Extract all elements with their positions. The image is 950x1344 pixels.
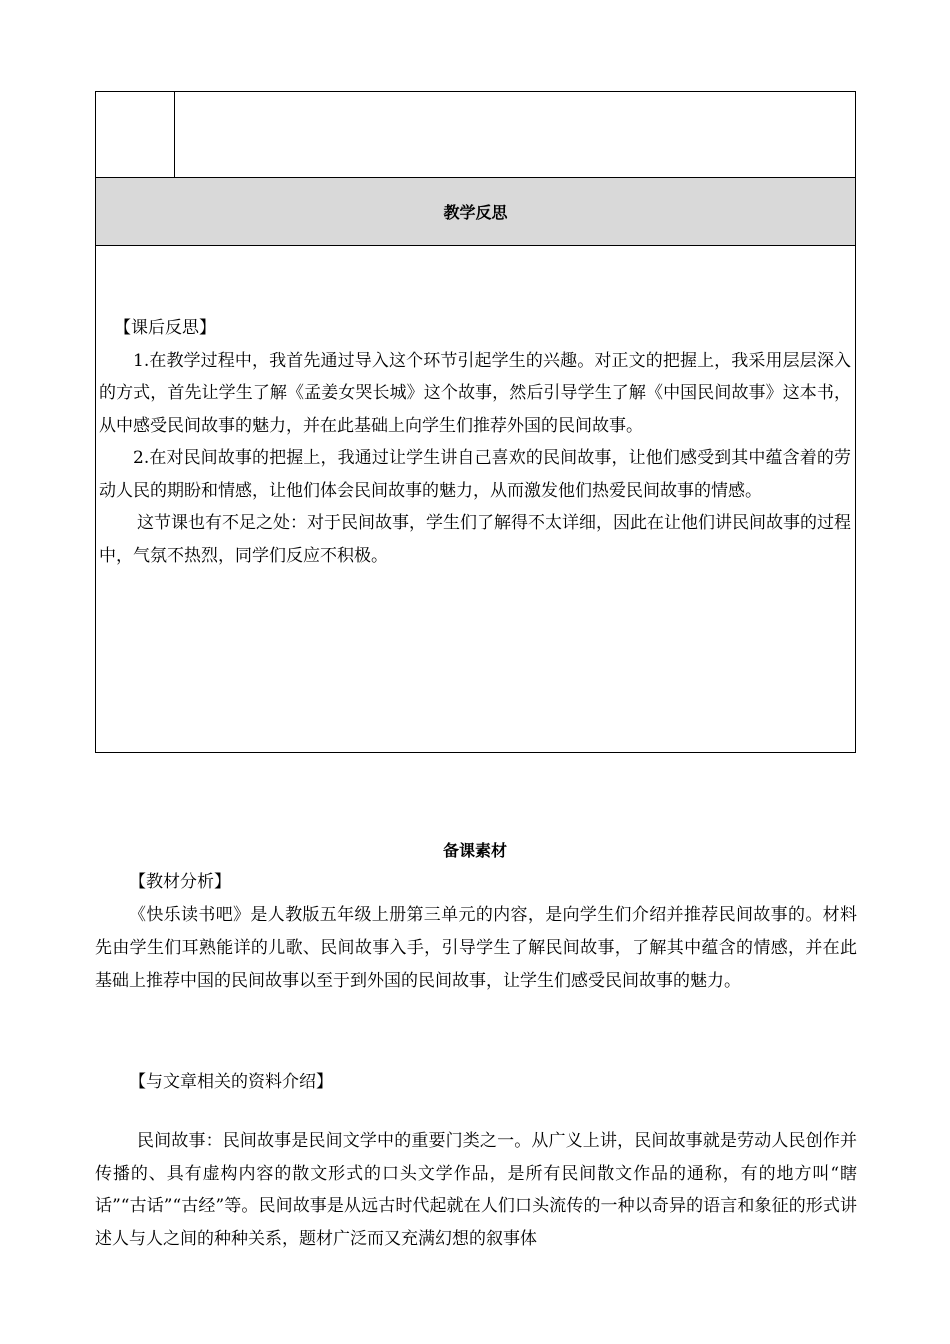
reflection-header: 教学反思: [443, 203, 508, 222]
resources-section: [95, 1125, 857, 1255]
resources-paragraph: 民间故事：民间故事是民间文学中的重要门类之一。从广义上讲，民间故事就是劳动人民创作并传播的、具有虚构内容的散文形式的口头文学作品，是所有民间散文作品的通称，有的地方叫“瞎话”“古话”“古经”等。民间故事是从远古时代起就在人们口头流传的一种以奇异的语言和象征的形式讲述人与人之间的种种关系，题材广泛而又充满幻想的叙事体: [95, 1131, 857, 1249]
resources-label-section: [95, 1066, 857, 1099]
reflection-text: [99, 312, 851, 572]
analysis-paragraph: 《快乐读书吧》是人教版五年级上册第三单元的内容，是向学生们介绍并推荐民间故事的。材料先由学生们耳熟能详的儿歌、民间故事入手，引导学生了解民间故事，了解其中蕴含的情感，并在此基础上推荐中国的民间故事以至于到外国的民间故事，让学生们感受民间故事的魅力。: [95, 905, 857, 991]
analysis-section: [95, 866, 857, 998]
analysis-label: 【教材分析】: [129, 872, 231, 892]
reflection-paragraph: 这节课也有不足之处：对于民间故事，学生们了解得不太详细，因此在让他们讲民间故事的过程中，气氛不热烈，同学们反应不积极。: [99, 513, 851, 566]
materials-title: 备课素材: [442, 841, 507, 860]
resources-label: 【与文章相关的资料介绍】: [129, 1072, 333, 1092]
table-row-empty: [96, 92, 855, 178]
table-cell-label: [96, 92, 175, 177]
reflection-label: 【课后反思】: [114, 318, 216, 338]
reflection-content-row: [96, 246, 855, 752]
reflection-paragraph: 1.在教学过程中，我首先通过导入这个环节引起学生的兴趣。对正文的把握上，我采用层层深入的方式，首先让学生了解《孟姜女哭长城》这个故事，然后引导学生了解《中国民间故事》这本书，从中感受民间故事的魅力，并在此基础上向学生们推荐外国的民间故事。: [99, 350, 851, 436]
reflection-paragraph: 2.在对民间故事的把握上，我通过让学生讲自己喜欢的民间故事，让他们感受到其中蕴含着的劳动人民的期盼和情感，让他们体会民间故事的魅力，从而激发他们热爱民间故事的情感。: [99, 448, 851, 501]
reflection-header-row: [96, 178, 855, 246]
table-cell-content: [175, 92, 855, 177]
lesson-table: [95, 91, 856, 753]
